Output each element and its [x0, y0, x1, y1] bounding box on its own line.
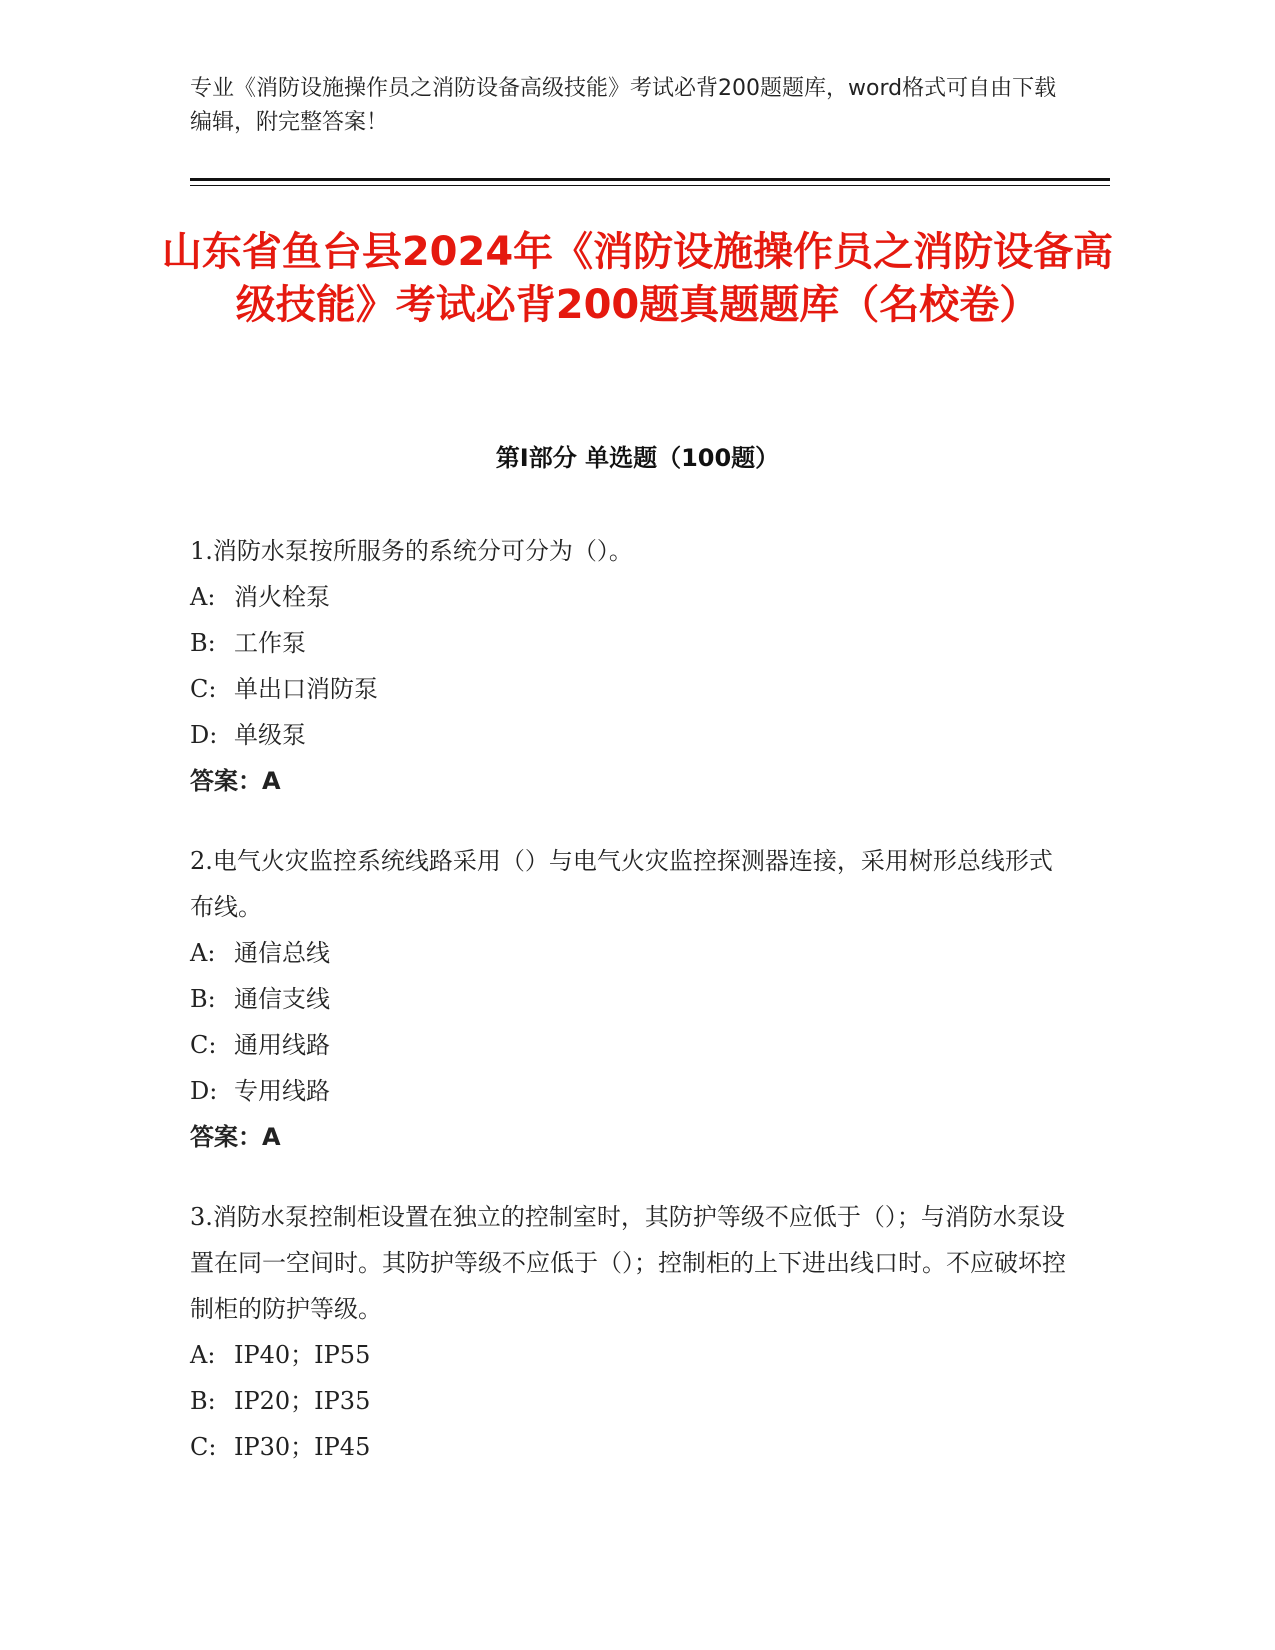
header-rule-thin: [190, 185, 1110, 186]
document-title: 山东省鱼台县2024年《消防设施操作员之消防设备高级技能》考试必背200题真题题库（名校卷）: [161, 229, 1114, 328]
option-key: D:: [190, 1077, 218, 1105]
question-2: [190, 838, 1070, 1160]
option-text: 消火栓泵: [234, 583, 330, 611]
option-a: [190, 574, 1070, 620]
option-key: B:: [190, 985, 216, 1013]
question-stem: 2.电气火灾监控系统线路采用（）与电气火灾监控探测器连接，采用树形总线形式布线。: [190, 847, 1053, 921]
question-stem: 1.消防水泵按所服务的系统分可分为（）。: [190, 537, 633, 565]
option-key: D:: [190, 721, 218, 749]
option-text: 通用线路: [234, 1031, 330, 1059]
option-d: [190, 712, 1070, 758]
section-heading: 第I部分 单选题（100题）: [495, 444, 780, 472]
option-d: [190, 1068, 1070, 1114]
option-c: [190, 1022, 1070, 1068]
option-text: 工作泵: [234, 629, 306, 657]
option-text: 通信支线: [234, 985, 330, 1013]
option-a: [190, 930, 1070, 976]
option-b: [190, 1378, 1070, 1424]
option-key: B:: [190, 1387, 216, 1415]
option-b: [190, 620, 1070, 666]
option-key: C:: [190, 675, 217, 703]
option-b: [190, 976, 1070, 1022]
option-text: 专用线路: [234, 1077, 330, 1105]
option-key: A:: [190, 939, 216, 967]
option-text: IP30；IP45: [234, 1433, 371, 1461]
header-note: 专业《消防设施操作员之消防设备高级技能》考试必背200题题库，word格式可自由下载编辑，附完整答案！: [190, 76, 1057, 135]
question-stem: 3.消防水泵控制柜设置在独立的控制室时，其防护等级不应低于（）；与消防水泵设置在同一空间时。其防护等级不应低于（）；控制柜的上下进出线口时。不应破坏控制柜的防护等级。: [190, 1203, 1066, 1323]
option-key: A:: [190, 1341, 216, 1369]
option-c: [190, 1424, 1070, 1470]
option-a: [190, 1332, 1070, 1378]
answer: 答案：A: [190, 1123, 281, 1151]
option-key: B:: [190, 629, 216, 657]
header-rule-thick: [190, 178, 1110, 181]
option-text: 单出口消防泵: [234, 675, 378, 703]
question-list: [190, 528, 1070, 1504]
question-1: [190, 528, 1070, 804]
option-text: IP40；IP55: [234, 1341, 371, 1369]
option-key: C:: [190, 1433, 217, 1461]
option-c: [190, 666, 1070, 712]
option-key: C:: [190, 1031, 217, 1059]
option-text: 单级泵: [234, 721, 306, 749]
question-3: [190, 1194, 1070, 1470]
answer: 答案：A: [190, 767, 281, 795]
option-text: IP20；IP35: [234, 1387, 371, 1415]
option-key: A:: [190, 583, 216, 611]
option-text: 通信总线: [234, 939, 330, 967]
